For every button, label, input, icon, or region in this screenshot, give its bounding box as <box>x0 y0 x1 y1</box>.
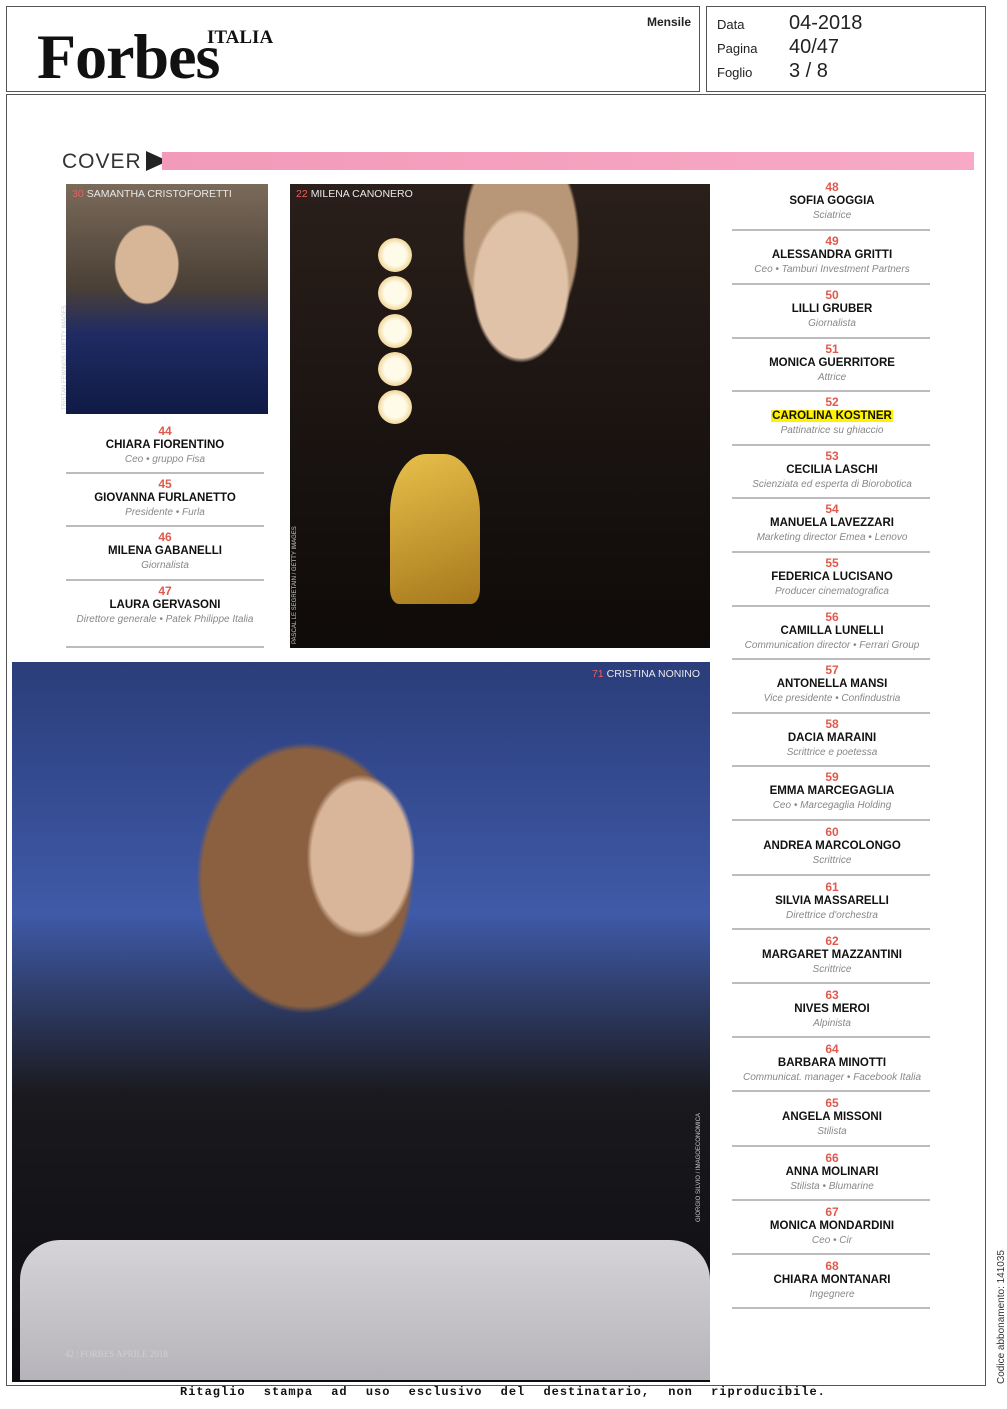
entry-name: DACIA MARAINI <box>787 732 877 744</box>
meta-row-page <box>717 36 840 58</box>
divider <box>732 551 930 553</box>
photo-samantha-cristoforetti <box>62 184 268 414</box>
divider <box>732 1036 930 1038</box>
publication-frequency: Mensile <box>646 15 691 29</box>
entry-number: 65 <box>825 1096 839 1110</box>
entry-number: 67 <box>825 1205 839 1219</box>
entry-role: Stilista <box>817 1126 847 1137</box>
divider <box>66 579 264 581</box>
entry-role: Scrittrice e poetessa <box>786 747 878 758</box>
list-item-highlighted <box>732 396 932 437</box>
entry-role: Attrice <box>817 372 847 383</box>
list-item <box>732 881 932 922</box>
entry-name: ALESSANDRA GRITTI <box>771 249 893 261</box>
brand-edition: ITALIA <box>207 27 274 48</box>
divider <box>732 874 930 876</box>
entry-role: Scrittrice <box>812 855 852 866</box>
brand-logo: Forbes <box>37 21 220 92</box>
divider <box>732 658 930 660</box>
entry-role: Pattinatrice su ghiaccio <box>780 425 884 436</box>
list-item <box>732 718 932 759</box>
divider <box>732 497 930 499</box>
entry-name: CAROLINA KOSTNER <box>772 410 892 422</box>
list-item <box>732 935 932 976</box>
clipping-meta-box <box>706 6 986 92</box>
entry-number: 68 <box>825 1259 839 1273</box>
divider <box>732 390 930 392</box>
entry-number: 52 <box>825 395 839 409</box>
entry-role: Giornalista <box>141 560 189 571</box>
list-item <box>732 771 932 812</box>
entry-number: 45 <box>158 477 172 491</box>
subscription-code: Codice abbonamento: 141035 <box>996 1250 1007 1384</box>
photo-credit: TRISTAN FEWINGS / GETTY IMAGES <box>62 305 68 410</box>
meta-row-sheet <box>717 60 828 82</box>
list-item <box>66 585 264 626</box>
entry-name: ANNA MOLINARI <box>785 1166 879 1178</box>
entry-number: 48 <box>825 180 839 194</box>
divider <box>732 1145 930 1147</box>
entry-role: Communication director • Ferrari Group <box>744 640 920 651</box>
entry-number: 49 <box>825 234 839 248</box>
entry-number: 54 <box>825 502 839 516</box>
meta-row-date <box>717 12 863 34</box>
entry-number: 55 <box>825 556 839 570</box>
list-item <box>732 1097 932 1138</box>
list-item <box>732 503 932 544</box>
photo-milena-canonero <box>290 184 710 648</box>
list-item <box>732 557 932 598</box>
entry-role: Direttore generale • Patek Philippe Italia <box>76 614 254 625</box>
entry-role: Vice presidente • Confindustria <box>763 693 901 704</box>
entry-name: MONICA MONDARDINI <box>769 1220 895 1232</box>
caption-number: 30 <box>72 188 84 200</box>
caption-number: 22 <box>296 188 308 200</box>
entry-role: Scienziata ed esperta di Biorobotica <box>752 479 912 490</box>
entry-number: 51 <box>825 342 839 356</box>
photo-credit: GIORGIO SILVIO / IMAGOECONOMICA <box>696 1113 702 1222</box>
list-item <box>732 826 932 867</box>
entry-number: 59 <box>825 770 839 784</box>
entry-name: MARGARET MAZZANTINI <box>762 949 902 961</box>
list-item <box>66 478 264 519</box>
divider <box>732 765 930 767</box>
entry-name: MANUELA LAVEZZARI <box>770 517 894 529</box>
list-item <box>732 989 932 1030</box>
divider <box>732 605 930 607</box>
entry-name: CHIARA FIORENTINO <box>105 439 225 451</box>
list-item <box>66 425 264 466</box>
list-item <box>732 181 932 222</box>
divider <box>732 1090 930 1092</box>
meta-label: Pagina <box>717 41 758 56</box>
entry-number: 57 <box>825 663 839 677</box>
section-label: COVER <box>62 150 142 173</box>
entry-name: EMMA MARCEGAGLIA <box>769 785 895 797</box>
photo-credit: PASCAL LE SEGRETAIN / GETTY IMAGES <box>292 526 298 644</box>
divider <box>732 229 930 231</box>
list-item <box>732 1043 932 1084</box>
caption-name: CRISTINA NONINO <box>606 668 700 680</box>
caption-name: MILENA CANONERO <box>310 188 413 200</box>
masthead-box <box>6 6 700 92</box>
entry-name: NIVES MEROI <box>794 1003 870 1015</box>
entry-role: Ceo • Cir <box>811 1235 853 1246</box>
entry-name: CHIARA MONTANARI <box>773 1274 891 1286</box>
list-item <box>732 664 932 705</box>
list-item <box>732 289 932 330</box>
list-item <box>732 1206 932 1247</box>
entry-role: Presidente • Furla <box>125 507 205 518</box>
caption-name: SAMANTHA CRISTOFORETTI <box>86 188 232 200</box>
divider <box>66 646 264 648</box>
entry-name: CECILIA LASCHI <box>786 464 878 476</box>
entry-number: 62 <box>825 934 839 948</box>
divider <box>732 712 930 714</box>
list-item <box>732 450 932 491</box>
entry-number: 46 <box>158 530 172 544</box>
divider <box>732 819 930 821</box>
entry-number: 60 <box>825 825 839 839</box>
trophy-bear <box>390 454 480 604</box>
entry-role: Scrittrice <box>812 964 852 975</box>
divider <box>732 928 930 930</box>
divider <box>732 337 930 339</box>
section-bar <box>162 152 974 170</box>
entry-role: Ingegnere <box>809 1289 855 1300</box>
armchair <box>20 1240 710 1380</box>
divider <box>732 982 930 984</box>
list-item <box>732 1152 932 1193</box>
entry-name: FEDERICA LUCISANO <box>771 571 893 583</box>
entry-name: SOFIA GOGGIA <box>789 195 875 207</box>
entry-name: MONICA GUERRITORE <box>769 357 895 369</box>
entry-role: Producer cinematografica <box>775 586 889 597</box>
entry-name: ANDREA MARCOLONGO <box>763 840 901 852</box>
entry-number: 44 <box>158 424 172 438</box>
meta-label: Foglio <box>717 65 753 80</box>
list-item <box>732 235 932 276</box>
entry-name: ANTONELLA MANSI <box>776 678 888 690</box>
entry-role: Stilista • Blumarine <box>790 1181 874 1192</box>
photo-caption <box>296 188 413 200</box>
entry-name: MILENA GABANELLI <box>108 545 222 557</box>
list-item <box>732 611 932 652</box>
divider <box>732 1307 930 1309</box>
divider <box>66 472 264 474</box>
entry-number: 47 <box>158 584 172 598</box>
entry-number: 64 <box>825 1042 839 1056</box>
entry-name: BARBARA MINOTTI <box>777 1057 887 1069</box>
entry-role: Direttrice d'orchestra <box>786 910 878 921</box>
photo-caption <box>72 188 232 200</box>
entry-number: 50 <box>825 288 839 302</box>
entry-role: Giornalista <box>808 318 856 329</box>
entry-number: 53 <box>825 449 839 463</box>
list-item <box>732 1260 932 1301</box>
entry-role: Ceo • gruppo Fisa <box>124 454 206 465</box>
meta-value: 40/47 <box>789 36 840 58</box>
entry-number: 61 <box>825 880 839 894</box>
photo-caption <box>592 668 700 680</box>
divider <box>732 1253 930 1255</box>
entry-name: ANGELA MISSONI <box>782 1111 882 1123</box>
disclaimer: Ritaglio stampa ad uso esclusivo del destinatario, non riproducibile. <box>180 1385 826 1399</box>
meta-label: Data <box>717 17 745 32</box>
meta-value: 04-2018 <box>789 12 863 34</box>
entry-name: LAURA GERVASONI <box>109 599 221 611</box>
divider <box>66 525 264 527</box>
entry-role: Alpinista <box>813 1018 851 1029</box>
entry-number: 66 <box>825 1151 839 1165</box>
entry-role: Ceo • Tamburi Investment Partners <box>754 264 910 275</box>
meta-value: 3 / 8 <box>789 60 828 82</box>
entry-role: Marketing director Emea • Lenovo <box>756 532 908 543</box>
entry-role: Ceo • Marcegaglia Holding <box>772 800 892 811</box>
caption-number: 71 <box>591 668 604 680</box>
entry-role: Sciatrice <box>812 210 852 221</box>
entry-name: GIOVANNA FURLANETTO <box>94 492 236 504</box>
divider <box>732 283 930 285</box>
entry-name: LILLI GRUBER <box>791 303 873 315</box>
entry-number: 58 <box>825 717 839 731</box>
entry-role: Communicat. manager • Facebook Italia <box>742 1072 922 1083</box>
entry-number: 56 <box>825 610 839 624</box>
divider <box>732 444 930 446</box>
list-item <box>66 531 264 572</box>
list-item <box>732 343 932 384</box>
entry-name: CAMILLA LUNELLI <box>780 625 884 637</box>
entry-number: 63 <box>825 988 839 1002</box>
divider <box>732 1199 930 1201</box>
entry-name: SILVIA MASSARELLI <box>775 895 889 907</box>
